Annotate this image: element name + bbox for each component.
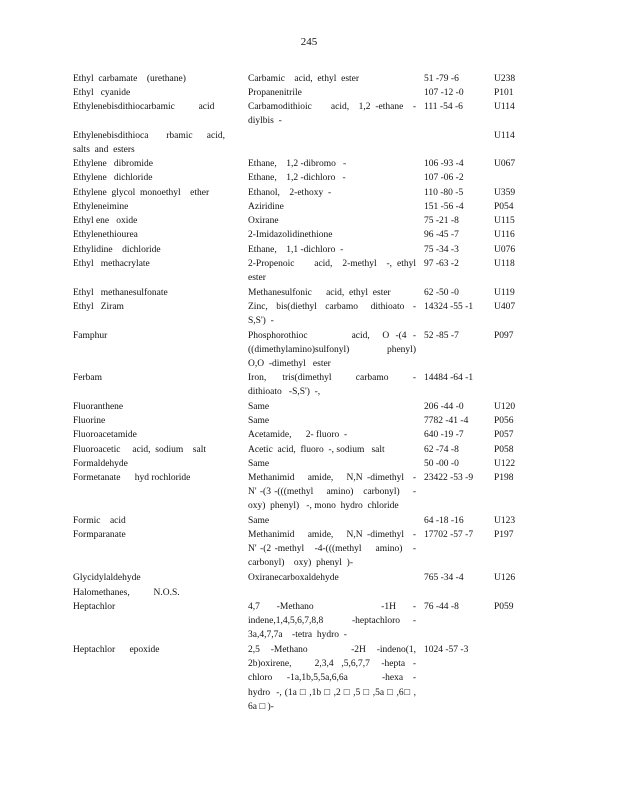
chemical-abstracts-name: [248, 600, 416, 643]
hazardous-waste-code: U359: [494, 188, 516, 198]
chemical-abstracts-name: [248, 371, 416, 399]
hazardous-waste-code: P054: [494, 202, 514, 212]
substance-name: [73, 100, 225, 114]
substance-name: [73, 443, 225, 457]
hazardous-waste-code: U114: [494, 102, 515, 112]
substance-name-line: Ethyl ene oxide: [73, 216, 138, 226]
substance-name: [73, 243, 225, 257]
hazardous-waste-code: P056: [494, 416, 514, 426]
substance-name-line: Ferbam: [73, 373, 103, 383]
chemical-abstracts-name: [248, 100, 416, 128]
chemical-abstracts-name-line: Methanesulfonic acid, ethyl ester: [248, 288, 391, 298]
chemical-abstracts-name: [248, 428, 416, 442]
hazardous-waste-code: P059: [494, 602, 514, 612]
substance-name-line: Ethylenebisdithiocarbamic acid: [73, 102, 215, 112]
chemical-abstracts-name: [248, 514, 416, 528]
substance-name: [73, 129, 225, 157]
substance-name-line: Fluorine: [73, 416, 106, 426]
substance-name-line: Halomethanes, N.O.S.: [73, 588, 180, 598]
chemical-abstracts-name-line: Oxiranecarboxaldehyde: [248, 573, 339, 583]
cas-number: 765 -34 -4: [424, 573, 464, 583]
substance-name-line: Fluoroacetamide: [73, 430, 137, 440]
chemical-abstracts-name-line: indene,1,4,5,6,7,8,8 -heptachloro -: [248, 616, 416, 627]
chemical-abstracts-name-line: 3a,4,7,7a -tetra hydro -: [248, 630, 347, 641]
chemical-abstracts-name-line: chloro -1a,1b,5,5a,6,6a -hexa -: [248, 673, 416, 684]
chemical-abstracts-name-line: Ethane, 1,1 -dichloro -: [248, 245, 344, 255]
substance-name: [73, 400, 225, 414]
substance-name-line: Ethyl methacrylate: [73, 259, 150, 269]
substance-name-line: Formic acid: [73, 516, 126, 526]
substance-name: [73, 86, 225, 100]
substance-name-line: Ethyl Ziram: [73, 302, 124, 312]
hazardous-waste-code: P097: [494, 331, 514, 341]
chemical-abstracts-name-line: Methanimid amide, N,N -dimethyl -: [248, 530, 416, 540]
hazardous-waste-code: P057: [494, 430, 514, 440]
chemical-abstracts-name-line: Zinc, bis(diethyl carbamo dithioato -: [248, 302, 416, 312]
chemical-abstracts-name: [248, 400, 416, 414]
substance-name-line: Ethylenethiourea: [73, 230, 138, 240]
chemical-abstracts-name-line: Aziridine: [248, 202, 284, 212]
cas-number: 107 -12 -0: [424, 88, 464, 98]
chemical-abstracts-name-line: Ethane, 1,2 -dibromo -: [248, 159, 347, 169]
cas-number: 1024 -57 -3: [424, 645, 469, 655]
cas-number: 151 -56 -4: [424, 202, 464, 212]
chemical-abstracts-name-line: ((dimethylamino)sulfonyl) phenyl): [248, 345, 416, 356]
hazardous-waste-code: P198: [494, 473, 514, 483]
cas-number: 106 -93 -4: [424, 159, 464, 169]
substance-name-line: Ethylenebisdithioca rbamic acid,: [73, 131, 225, 141]
substance-name-line: Heptachlor: [73, 602, 116, 612]
chemical-abstracts-name: [248, 171, 416, 185]
cas-number: 107 -06 -2: [424, 173, 464, 183]
chemical-abstracts-name: [248, 571, 416, 585]
substance-name: [73, 428, 225, 442]
hazardous-waste-code: U116: [494, 230, 515, 240]
chemical-abstracts-name-line: Same: [248, 516, 270, 526]
cas-number: 640 -19 -7: [424, 430, 464, 440]
cas-number: 64 -18 -16: [424, 516, 464, 526]
hazardous-waste-code: U407: [494, 302, 516, 312]
substance-name-line: Heptachlor epoxide: [73, 645, 160, 655]
hazardous-waste-code: U114: [494, 131, 515, 141]
hazardous-waste-code: U118: [494, 259, 515, 269]
chemical-abstracts-name-line: Acetic acid, fluoro -, sodium salt: [248, 445, 385, 455]
substance-name-line: Formetanate hyd rochloride: [73, 473, 191, 483]
substance-name-line: Famphur: [73, 331, 108, 341]
chemical-abstracts-name-line: 6a □ )-: [248, 701, 274, 712]
chemical-abstracts-name-line: Ethanol, 2-ethoxy -: [248, 188, 332, 198]
hazardous-waste-code: U122: [494, 459, 516, 469]
chemical-abstracts-name: [248, 528, 416, 571]
chemical-abstracts-name-line: Propanenitrile: [248, 88, 302, 98]
cas-number: 75 -34 -3: [424, 245, 459, 255]
chemical-abstracts-name-line: Carbamodithioic acid, 1,2 -ethane -: [248, 102, 416, 112]
cas-number: 76 -44 -8: [424, 602, 459, 612]
substance-name: [73, 371, 225, 385]
substance-name-line: Formaldehyde: [73, 459, 128, 469]
substance-name: [73, 471, 225, 485]
substance-name-line: Ethylene dibromide: [73, 159, 153, 169]
substance-name-line: Formparanate: [73, 530, 126, 540]
chemical-abstracts-name-line: Same: [248, 402, 270, 412]
chemical-abstracts-name-line: Same: [248, 416, 270, 426]
substance-name-line: Fluoroacetic acid, sodium salt: [73, 445, 206, 455]
substance-name-line: Ethyl methanesulfonate: [73, 288, 168, 298]
substance-name: [73, 571, 225, 585]
substance-name: [73, 72, 225, 86]
chemical-abstracts-name-line: Oxirane: [248, 216, 279, 226]
chemical-abstracts-name-line: O,O -dimethyl ester: [248, 359, 331, 370]
substance-name: [73, 514, 225, 528]
cas-number: 111 -54 -6: [424, 102, 463, 112]
chemical-abstracts-name: [248, 300, 416, 328]
chemical-abstracts-name-line: 2b)oxirene, 2,3,4 ,5,6,7,7 -hepta -: [248, 659, 416, 670]
cas-number: 206 -44 -0: [424, 402, 464, 412]
chemical-abstracts-name-line: diylbis -: [248, 116, 282, 127]
hazardous-waste-code: U126: [494, 573, 516, 583]
cas-number: 75 -21 -8: [424, 216, 459, 226]
substance-name: [73, 157, 225, 171]
substance-name-line: Ethyl cyanide: [73, 88, 131, 98]
hazardous-waste-code: U119: [494, 288, 515, 298]
substance-name: [73, 600, 225, 614]
cas-number: 110 -80 -5: [424, 188, 464, 198]
chemical-abstracts-name: [248, 86, 416, 100]
substance-name: [73, 200, 225, 214]
hazardous-waste-code: P197: [494, 530, 514, 540]
cas-number: 14484 -64 -1: [424, 373, 474, 383]
chemical-abstracts-name-line: Acetamide, 2- fluoro -: [248, 430, 348, 440]
cas-number: 23422 -53 -9: [424, 473, 474, 483]
substance-name-line: salts and esters: [73, 145, 135, 156]
substance-name-line: Fluoranthene: [73, 402, 124, 412]
substance-name-line: Ethylene dichloride: [73, 173, 153, 183]
substance-name: [73, 257, 225, 271]
chemical-abstracts-name-line: Same: [248, 459, 270, 469]
chemical-abstracts-name-line: 2-Imidazolidinethione: [248, 230, 333, 240]
substance-name: [73, 214, 225, 228]
substance-name: [73, 228, 225, 242]
hazardous-waste-code: U076: [494, 245, 516, 255]
chemical-abstracts-name: [248, 186, 416, 200]
chemical-abstracts-name-line: ester: [248, 273, 266, 284]
chemical-abstracts-name: [248, 228, 416, 242]
substance-name: [73, 300, 225, 314]
cas-number: 14324 -55 -1: [424, 302, 474, 312]
chemical-abstracts-name: [248, 471, 416, 514]
chemical-abstracts-name: [248, 157, 416, 171]
cas-number: 17702 -57 -7: [424, 530, 474, 540]
chemical-abstracts-name: [248, 214, 416, 228]
hazardous-waste-code: P101: [494, 88, 514, 98]
chemical-abstracts-name-line: 2-Propenoic acid, 2-methyl -, ethyl: [248, 259, 416, 269]
hazardous-waste-code: U067: [494, 159, 516, 169]
cas-number: 52 -85 -7: [424, 331, 459, 341]
hazardous-waste-code: P058: [494, 445, 514, 455]
chemical-abstracts-name-line: Carbamic acid, ethyl ester: [248, 74, 360, 84]
substance-name: [73, 528, 225, 542]
chemical-abstracts-name-line: 4,7 -Methano -1H -: [248, 602, 416, 612]
chemical-abstracts-name: [248, 72, 416, 86]
chemical-abstracts-name-line: dithioato -S,S') -,: [248, 387, 321, 398]
chemical-abstracts-name-line: 2,5 -Methano -2H -indeno(1,: [248, 645, 416, 655]
cas-number: 51 -79 -6: [424, 74, 459, 84]
chemical-abstracts-name-line: N' -(3 -(((methyl amino) carbonyl) -: [248, 487, 416, 498]
chemical-abstracts-name: [248, 643, 416, 714]
substance-name: [73, 414, 225, 428]
chemical-abstracts-name: [248, 457, 416, 471]
substance-name-line: Ethyl carbamate (urethane): [73, 74, 186, 84]
hazardous-waste-code: U238: [494, 74, 516, 84]
substance-name: [73, 586, 225, 600]
substance-name: [73, 643, 225, 657]
chemical-abstracts-name-line: N' -(2 -methyl -4-(((methyl amino) -: [248, 544, 416, 555]
substance-name: [73, 186, 225, 200]
cas-number: 50 -00 -0: [424, 459, 459, 469]
substance-name: [73, 171, 225, 185]
substance-name-line: Ethylidine dichloride: [73, 245, 161, 255]
hazardous-waste-code: U123: [494, 516, 516, 526]
chemical-abstracts-name-line: carbonyl) oxy) phenyl )-: [248, 558, 353, 569]
chemical-abstracts-name: [248, 200, 416, 214]
hazardous-waste-code: U115: [494, 216, 515, 226]
substance-name-line: Glycidylaldehyde: [73, 573, 141, 583]
chemical-abstracts-name: [248, 286, 416, 300]
chemical-abstracts-name-line: hydro -, (1a □ ,1b □ ,2 □ ,5 □ ,5a □ ,6□ ,: [248, 687, 416, 698]
cas-number: 62 -74 -8: [424, 445, 459, 455]
chemical-abstracts-name-line: Iron, tris(dimethyl carbamo -: [248, 373, 416, 383]
cas-number: 97 -63 -2: [424, 259, 459, 269]
substance-name: [73, 457, 225, 471]
chemical-abstracts-name: [248, 257, 416, 285]
chemical-abstracts-name-line: S,S') -: [248, 316, 274, 327]
chemical-abstracts-name: [248, 414, 416, 428]
chemical-abstracts-name-line: Ethane, 1,2 -dichloro -: [248, 173, 346, 183]
cas-number: 62 -50 -0: [424, 288, 459, 298]
substance-name: [73, 286, 225, 300]
chemical-abstracts-name: [248, 243, 416, 257]
chemical-abstracts-name: [248, 329, 416, 372]
chemical-abstracts-name-line: Phosphorothioc acid, O -(4 -: [248, 331, 416, 341]
hazardous-waste-code: U120: [494, 402, 516, 412]
chemical-abstracts-name-line: oxy) phenyl) -, mono hydro chloride: [248, 501, 399, 512]
cas-number: 7782 -41 -4: [424, 416, 469, 426]
substance-name-line: Ethyleneimine: [73, 202, 129, 212]
substance-name: [73, 329, 225, 343]
cas-number: 96 -45 -7: [424, 230, 459, 240]
chemical-abstracts-name: [248, 443, 416, 457]
substance-name-line: Ethylene glycol monoethyl ether: [73, 188, 210, 198]
page-number: 245: [300, 36, 318, 48]
chemical-abstracts-name-line: Methanimid amide, N,N -dimethyl -: [248, 473, 416, 483]
